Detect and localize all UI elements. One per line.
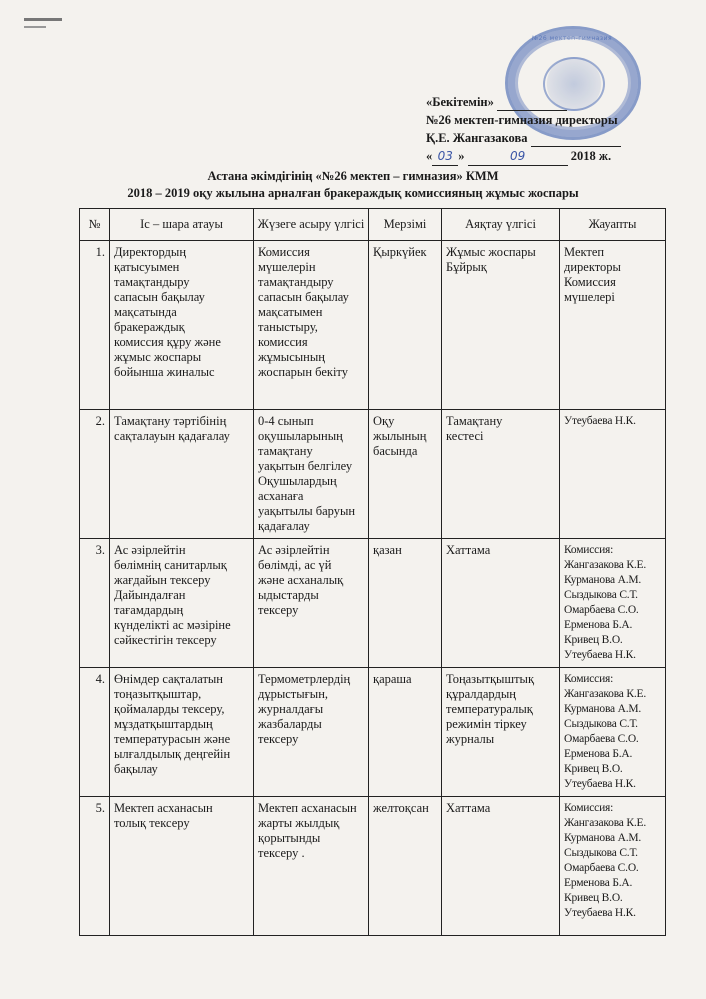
cell-text-line: Ас әзірлейтін bbox=[258, 543, 330, 557]
cell-text-line: Хаттама bbox=[446, 801, 491, 815]
cell-text-line: Дайындалған bbox=[114, 588, 186, 602]
cell-event bbox=[110, 668, 254, 797]
cell-text-line: Сыздыкова С.Т. bbox=[564, 718, 638, 730]
date-year: 2018 ж. bbox=[570, 149, 612, 163]
cell-term bbox=[369, 410, 442, 539]
cell-text-line: бақылау bbox=[114, 762, 158, 776]
table-row bbox=[80, 668, 666, 797]
cell-text-line: Омарбаева С.О. bbox=[564, 604, 639, 616]
cell-text-line: тағамдардың bbox=[114, 603, 184, 617]
cell-event bbox=[110, 539, 254, 668]
cell-text-line: бракераждық bbox=[114, 320, 185, 334]
cell-text-line: қорытынды bbox=[258, 831, 321, 845]
cell-term bbox=[369, 668, 442, 797]
cell-text-line: Тоңазытқыштық bbox=[446, 672, 535, 686]
cell-responsible bbox=[560, 539, 666, 668]
cell-text-line: Ерменова Б.А. bbox=[564, 619, 633, 631]
cell-result bbox=[442, 539, 560, 668]
cell-text-line: Тамақтану тәртібінің bbox=[114, 414, 227, 428]
work-plan-table bbox=[79, 208, 666, 936]
cell-event bbox=[110, 241, 254, 410]
cell-text-line: қоймаларды тексеру, bbox=[114, 702, 225, 716]
cell-text-line: Омарбаева С.О. bbox=[564, 733, 639, 745]
stamp-text: №26 мектеп-гимназия bbox=[531, 35, 613, 42]
cell-text-line: тамақтану bbox=[258, 444, 313, 458]
cell-text-line: толық тексеру bbox=[114, 816, 190, 830]
header-term: Мерзімі bbox=[369, 209, 442, 241]
signature-line bbox=[497, 98, 567, 111]
cell-text-line: Жангазакова К.Е. bbox=[564, 817, 646, 829]
cell-text-line: Комиссия: bbox=[564, 802, 614, 814]
cell-text-line: режимін тіркеу bbox=[446, 717, 527, 731]
cell-term bbox=[369, 797, 442, 936]
cell-text-line: Мектеп bbox=[564, 245, 605, 259]
cell-text-line: Курманова А.М. bbox=[564, 832, 642, 844]
cell-text-line: тексеру . bbox=[258, 846, 305, 860]
cell-text-line: жұмыс жоспары bbox=[114, 350, 202, 364]
cell-text-line: сапасын бақылау bbox=[114, 290, 205, 304]
header-num: № bbox=[80, 209, 110, 241]
cell-text-line: тамақтандыру bbox=[114, 275, 190, 289]
approval-date-line bbox=[426, 147, 666, 166]
cell-responsible bbox=[560, 797, 666, 936]
cell-text-line: Тамақтану bbox=[446, 414, 503, 428]
cell-term bbox=[369, 241, 442, 410]
cell-text-line: кестесі bbox=[446, 429, 484, 443]
cell-text-line: жылының bbox=[373, 429, 427, 443]
row-number: 2. bbox=[80, 410, 110, 539]
cell-event bbox=[110, 797, 254, 936]
cell-text-line: Бұйрық bbox=[446, 260, 487, 274]
cell-text-line: бөлімнің санитарлық bbox=[114, 558, 227, 572]
cell-text-line: Кривец В.О. bbox=[564, 634, 623, 646]
cell-text-line: Мектеп асханасын bbox=[114, 801, 213, 815]
table-row bbox=[80, 797, 666, 936]
cell-text-line: Комиссия: bbox=[564, 544, 614, 556]
cell-text-line: дұрыстығын, bbox=[258, 687, 329, 701]
cell-text-line: Комиссия bbox=[258, 245, 310, 259]
cell-text-line: жарты жылдық bbox=[258, 816, 340, 830]
cell-text-line: Қыркүйек bbox=[373, 245, 427, 259]
cell-form bbox=[254, 668, 369, 797]
cell-text-line: Ас әзірлейтін bbox=[114, 543, 186, 557]
cell-text-line: бөлімді, ас үй bbox=[258, 558, 332, 572]
approval-director-name: Қ.Е. Жангазакова bbox=[426, 131, 528, 145]
cell-text-line: ылғалдылық деңгейін bbox=[114, 747, 231, 761]
cell-text-line: комиссия bbox=[258, 335, 308, 349]
table-row bbox=[80, 241, 666, 410]
cell-text-line: Утеубаева Н.К. bbox=[564, 907, 636, 919]
cell-text-line: Мектеп асханасын bbox=[258, 801, 357, 815]
cell-result bbox=[442, 668, 560, 797]
cell-text-line: директоры bbox=[564, 260, 621, 274]
approval-block bbox=[426, 93, 666, 166]
approval-label: «Бекітемін» bbox=[426, 95, 494, 109]
date-day: 03 bbox=[432, 147, 458, 166]
cell-text-line: жоспарын бекіту bbox=[258, 365, 348, 379]
cell-text-line: тамақтандыру bbox=[258, 275, 334, 289]
cell-form bbox=[254, 241, 369, 410]
cell-result bbox=[442, 241, 560, 410]
cell-text-line: және асханалық bbox=[258, 573, 344, 587]
cell-text-line: Ерменова Б.А. bbox=[564, 748, 633, 760]
cell-term bbox=[369, 539, 442, 668]
cell-text-line: тоңазытқыштар, bbox=[114, 687, 202, 701]
cell-text-line: Комиссия: bbox=[564, 673, 614, 685]
cell-text-line: сақталауын қадағалау bbox=[114, 429, 230, 443]
cell-text-line: тексеру bbox=[258, 732, 299, 746]
approval-position: №26 мектеп-гимназия директоры bbox=[426, 113, 618, 127]
cell-responsible bbox=[560, 410, 666, 539]
cell-text-line: Термометрлердің bbox=[258, 672, 351, 686]
table-body bbox=[80, 241, 666, 936]
cell-text-line: Оқушылардың bbox=[258, 474, 337, 488]
cell-text-line: тексеру bbox=[258, 603, 299, 617]
cell-text-line: мүшелерін bbox=[258, 260, 316, 274]
cell-text-line: уақытын белгілеу bbox=[258, 459, 353, 473]
cell-text-line: Ерменова Б.А. bbox=[564, 877, 633, 889]
cell-text-line: Кривец В.О. bbox=[564, 892, 623, 904]
cell-text-line: жағдайын тексеру bbox=[114, 573, 211, 587]
cell-text-line: комиссия құру және bbox=[114, 335, 221, 349]
cell-text-line: қазан bbox=[373, 543, 402, 557]
cell-form bbox=[254, 410, 369, 539]
cell-text-line: Директордың bbox=[114, 245, 187, 259]
cell-text-line: сәйкестігін тексеру bbox=[114, 633, 217, 647]
staple-mark bbox=[24, 18, 62, 21]
cell-text-line: ыдыстарды bbox=[258, 588, 319, 602]
cell-text-line: Жангазакова К.Е. bbox=[564, 688, 646, 700]
table-header-row bbox=[80, 209, 666, 241]
cell-text-line: қатысуымен bbox=[114, 260, 180, 274]
cell-text-line: Утеубаева Н.К. bbox=[564, 415, 636, 427]
cell-responsible bbox=[560, 241, 666, 410]
cell-text-line: мақсатымен bbox=[258, 305, 323, 319]
cell-text-line: басында bbox=[373, 444, 418, 458]
cell-result bbox=[442, 797, 560, 936]
cell-text-line: Оқу bbox=[373, 414, 395, 428]
cell-text-line: бойынша жиналыс bbox=[114, 365, 215, 379]
row-number: 3. bbox=[80, 539, 110, 668]
cell-text-line: сапасын бақылау bbox=[258, 290, 349, 304]
cell-text-line: жұмысының bbox=[258, 350, 325, 364]
date-close-quote: » bbox=[458, 149, 465, 163]
cell-text-line: Өнімдер сақталатын bbox=[114, 672, 223, 686]
cell-result bbox=[442, 410, 560, 539]
date-month: 09 bbox=[468, 147, 568, 166]
cell-text-line: күнделікті ас мәзіріне bbox=[114, 618, 231, 632]
cell-text-line: құралдардың bbox=[446, 687, 516, 701]
date-open-quote: « bbox=[426, 149, 433, 163]
document-title-organization: Астана әкімдігінің «№26 мектеп – гимназия» КММ bbox=[207, 169, 499, 183]
cell-text-line: оқушыларының bbox=[258, 429, 343, 443]
cell-text-line: мұздатқыштардың bbox=[114, 717, 213, 731]
approval-label-line bbox=[426, 93, 666, 111]
cell-text-line: журналдағы bbox=[258, 702, 324, 716]
cell-text-line: Омарбаева С.О. bbox=[564, 862, 639, 874]
staple-mark-secondary bbox=[24, 26, 46, 28]
cell-form bbox=[254, 797, 369, 936]
cell-text-line: асханаға bbox=[258, 489, 304, 503]
cell-text-line: температурасын және bbox=[114, 732, 231, 746]
row-number: 5. bbox=[80, 797, 110, 936]
cell-text-line: Жұмыс жоспары bbox=[446, 245, 536, 259]
cell-text-line: Сыздыкова С.Т. bbox=[564, 589, 638, 601]
cell-text-line: жазбаларды bbox=[258, 717, 322, 731]
cell-text-line: Курманова А.М. bbox=[564, 703, 642, 715]
cell-text-line: Комиссия bbox=[564, 275, 616, 289]
cell-text-line: Сыздыкова С.Т. bbox=[564, 847, 638, 859]
cell-text-line: Утеубаева Н.К. bbox=[564, 649, 636, 661]
table-row bbox=[80, 410, 666, 539]
cell-text-line: уақытылы баруын bbox=[258, 504, 356, 518]
cell-text-line: Хаттама bbox=[446, 543, 491, 557]
row-number: 1. bbox=[80, 241, 110, 410]
cell-responsible bbox=[560, 668, 666, 797]
header-result: Аяқтау үлгісі bbox=[442, 209, 560, 241]
cell-text-line: мүшелері bbox=[564, 290, 615, 304]
cell-text-line: таныстыру, bbox=[258, 320, 318, 334]
cell-form bbox=[254, 539, 369, 668]
cell-event bbox=[110, 410, 254, 539]
cell-text-line: Жангазакова К.Е. bbox=[564, 559, 646, 571]
cell-text-line: Курманова А.М. bbox=[564, 574, 642, 586]
header-form: Жүзеге асыру үлгісі bbox=[254, 209, 369, 241]
cell-text-line: қараша bbox=[373, 672, 412, 686]
cell-text-line: журналы bbox=[446, 732, 495, 746]
cell-text-line: қадағалау bbox=[258, 519, 310, 533]
cell-text-line: 0-4 сынып bbox=[258, 414, 314, 428]
cell-text-line: температуралық bbox=[446, 702, 533, 716]
cell-text-line: желтоқсан bbox=[373, 801, 429, 815]
header-responsible: Жауапты bbox=[560, 209, 666, 241]
row-number: 4. bbox=[80, 668, 110, 797]
cell-text-line: мақсатында bbox=[114, 305, 177, 319]
table-row bbox=[80, 539, 666, 668]
document-title-plan: 2018 – 2019 оқу жылына арналған бракераждық комиссияның жұмыс жоспары bbox=[127, 186, 579, 200]
approval-director-line bbox=[426, 129, 666, 147]
cell-text-line: Утеубаева Н.К. bbox=[564, 778, 636, 790]
cell-text-line: Кривец В.О. bbox=[564, 763, 623, 775]
director-signature-line bbox=[531, 134, 621, 147]
header-event: Іс – шара атауы bbox=[110, 209, 254, 241]
